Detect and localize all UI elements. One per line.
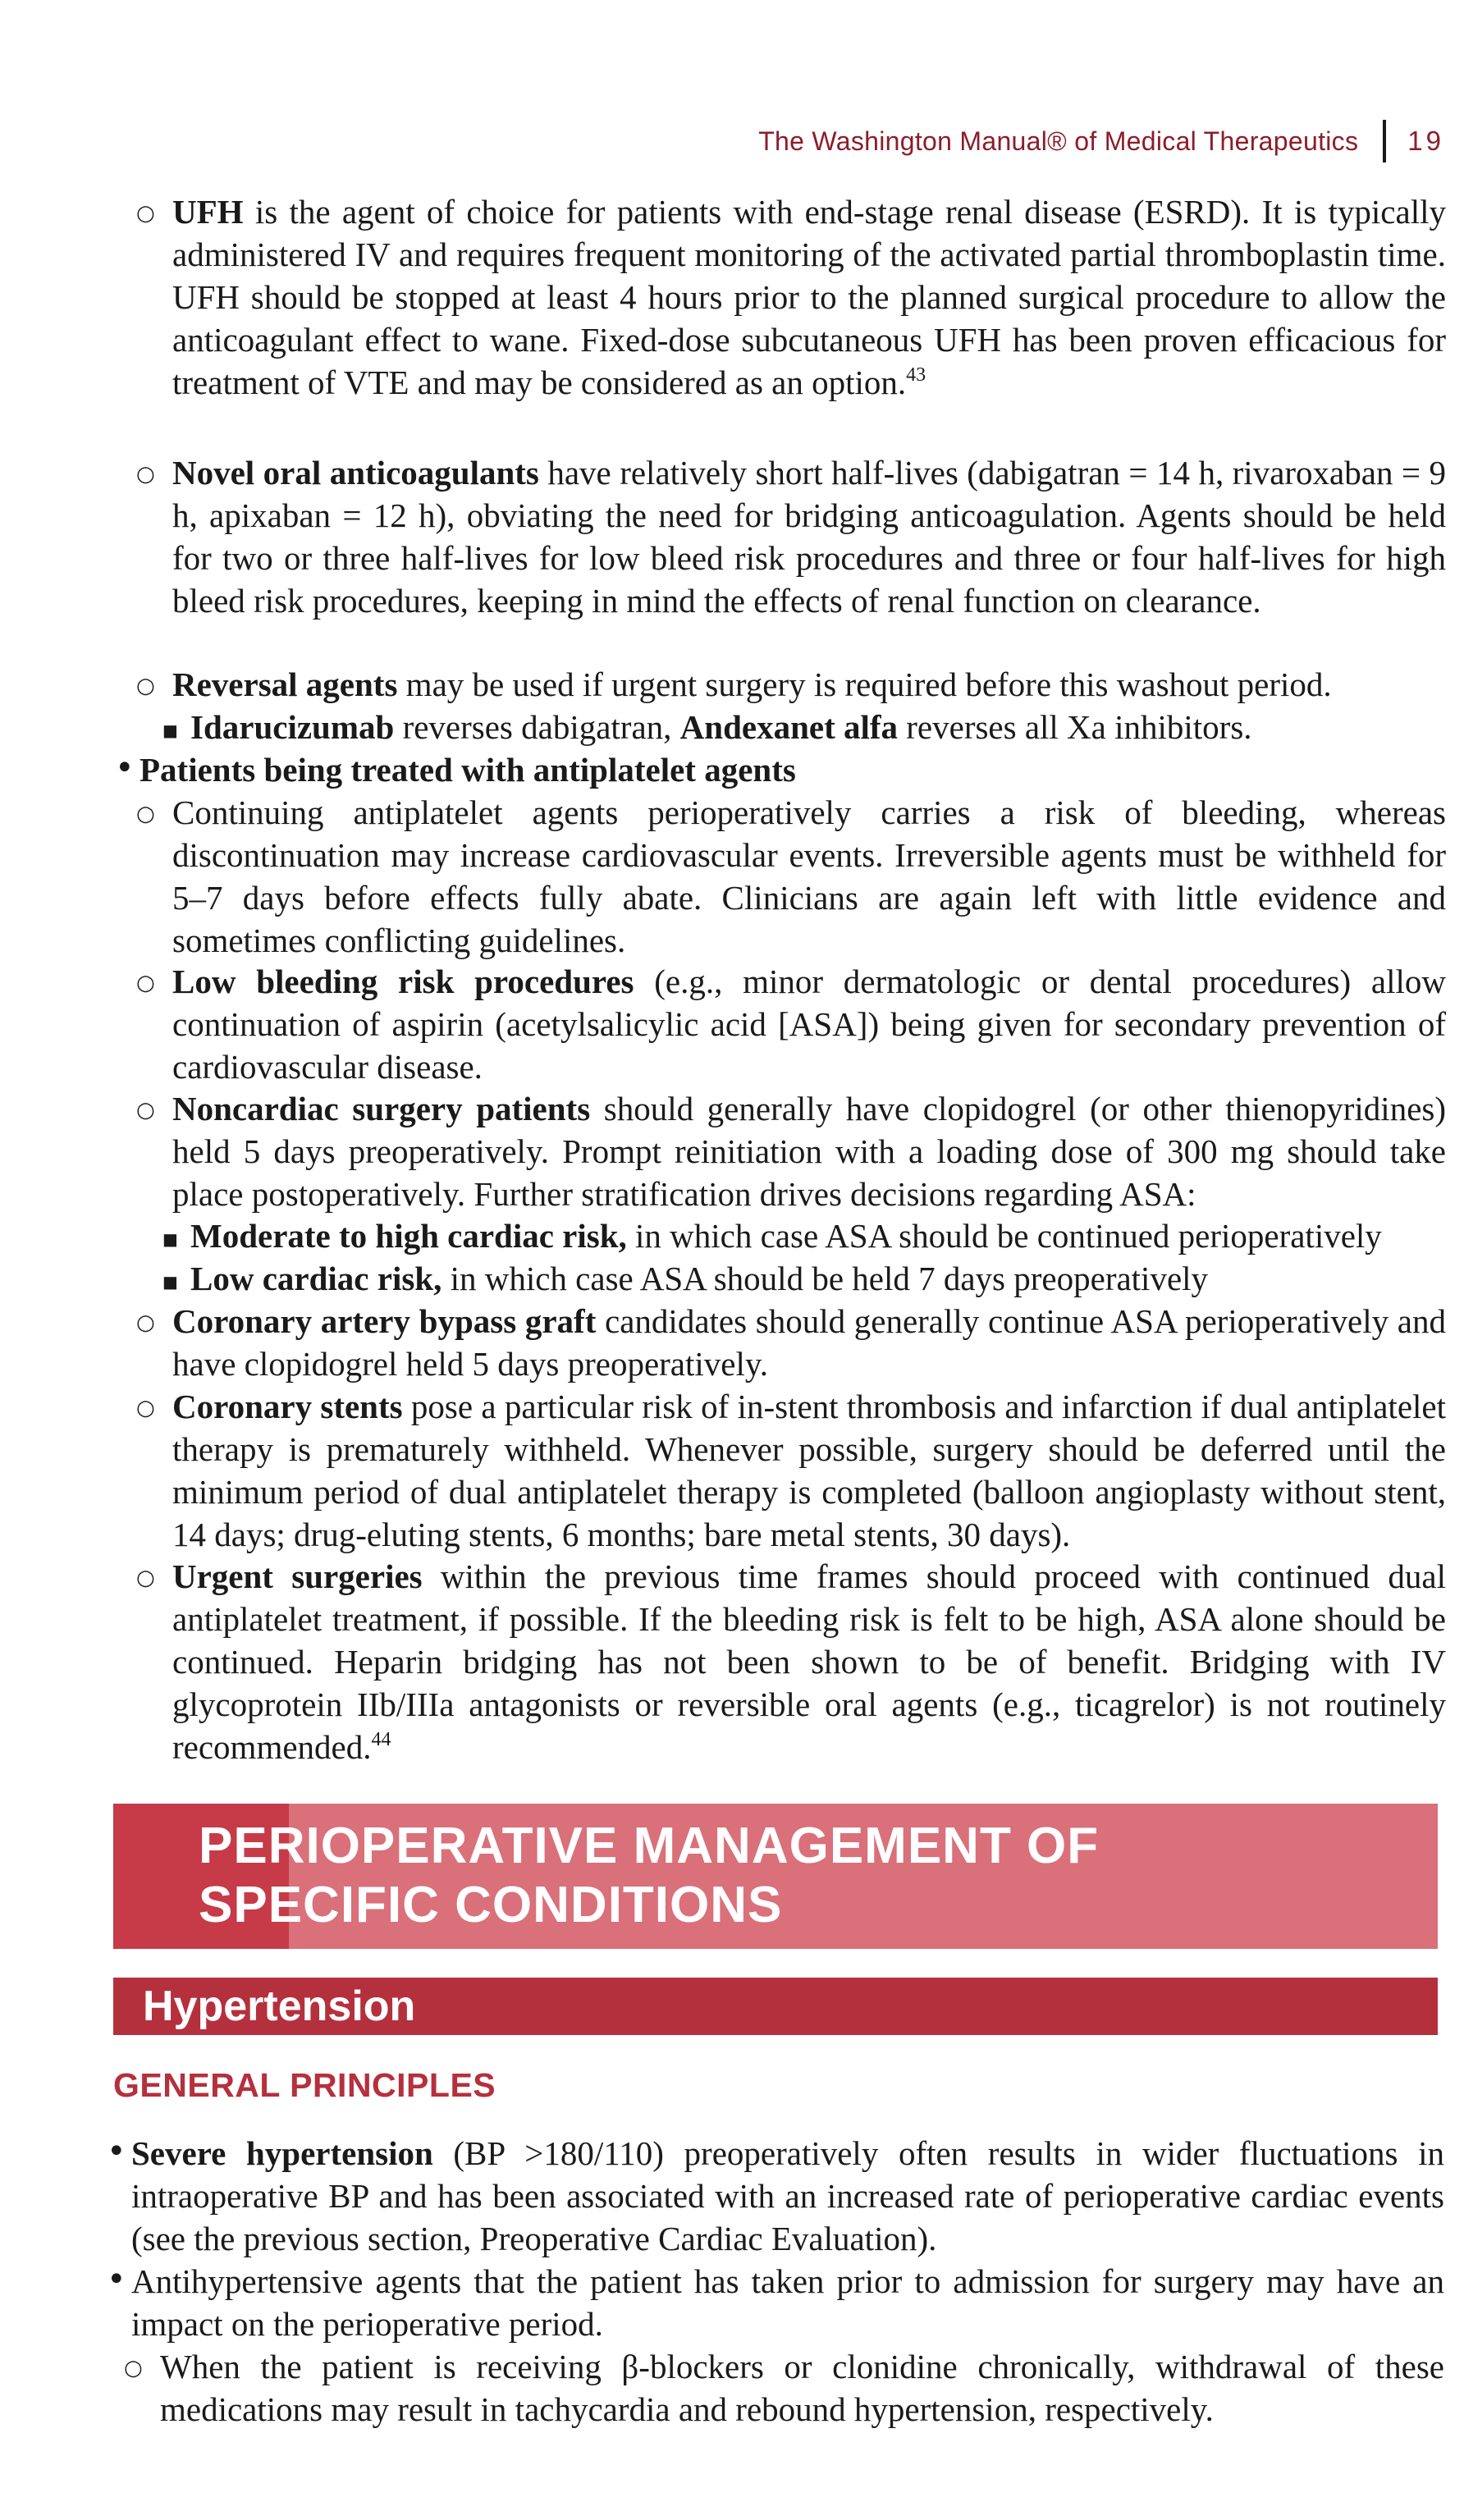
list-item: • Patients being treated with antiplatelet agents (140, 748, 1444, 791)
circle-bullet-icon: ○ (136, 201, 155, 226)
list-item: ○ When the patient is receiving β-blockers or clonidine chronically, withdrawal of these medications may result in tachycardia and rebound hypertension, respectively. (124, 2348, 1444, 2428)
list-item: ○ Coronary stents pose a particular risk of in-stent thrombosis and infarction if dual antiplatelet therapy is prematurely withheld. Whenever possible, surgery should be deferred until the minimum period of dual antiplatelet therapy is completed (balloon angioplasty without stent, 14 days; drug-eluting stents, 6 months; bare metal stents, 30 days). (136, 1388, 1446, 1553)
list-item: ○ UFH is the agent of choice for patients with end-stage renal disease (ESRD). It is typically administered IV and requires frequent monitoring of the activated partial thromboplastin time. UFH should be stopped at least 4 hours prior to the planned surgical procedure to allow the anticoagulant effect to wane. Fixed-dose subcutaneous UFH has been proven efficacious for treatment of VTE and may be considered as an option.$^{43}$ (136, 193, 1446, 401)
circle-bullet-icon: ○ (136, 802, 155, 826)
page-number: 19 (1407, 126, 1444, 156)
subsection-bar (113, 1978, 1438, 2035)
section-title: PERIOPERATIVE MANAGEMENT OF SPECIFIC CONDITIONS (199, 1818, 1100, 1933)
circle-bullet-icon: ○ (136, 1566, 155, 1590)
circle-bullet-icon: ○ (136, 971, 155, 995)
list-item: ○ Continuing antiplatelet agents perioperatively carries a risk of bleeding, whereas discontinuation may increase cardiovascular events. Irreversible agents must be withheld for 5–7 days before effects fully abate. Clinicians are again left with little evidence and sometimes conflicting guidelines. (136, 794, 1446, 959)
running-title: The Washington Manual® of Medical Therapeutics (758, 126, 1359, 156)
dot-bullet-icon: • (107, 2261, 126, 2298)
circle-bullet-icon: ○ (136, 462, 155, 487)
list-item: ○ Reversal agents may be used if urgent surgery is required before this washout period. (172, 663, 1446, 706)
circle-bullet-icon: ○ (124, 2356, 143, 2381)
list-item: • Severe hypertension (BP >180/110) preoperatively often results in wider fluctuations in intraoperative BP and has been associated with an increased rate of perioperative cardiac events (see the previous section, Preoperative Cardiac Evaluation). (131, 2132, 1444, 2260)
list-item: ○ Coronary artery bypass graft candidates should generally continue ASA perioperatively and have clopidogrel held 5 days preoperatively. (136, 1302, 1446, 1383)
list-item: ■ Moderate to high cardiac risk, in which case ASA should be continued perioperatively (190, 1214, 1444, 1257)
square-bullet-icon: ■ (162, 720, 178, 740)
circle-bullet-icon: ○ (136, 1098, 155, 1123)
running-header (758, 120, 1444, 162)
subsection-title: Hypertension (143, 1983, 416, 2030)
square-bullet-icon: ■ (162, 1229, 178, 1249)
dot-bullet-icon: • (115, 749, 135, 787)
list-item: ○ Noncardiac surgery patients should generally have clopidogrel (or other thienopyridines) held 5 days preoperatively. Prompt reinitiation with a loading dose of 300 mg should take place postoperatively. Further stratification drives decisions regarding ASA: (136, 1090, 1446, 1213)
list-item: ○ Low bleeding risk procedures (e.g., minor dermatologic or dental procedures) allow continuation of aspirin (acetylsalicylic acid [ASA]) being given for secondary prevention of cardiovascular disease. (136, 963, 1446, 1086)
list-item: ■ Idarucizumab reverses dabigatran, Andexanet alfa reverses all Xa inhibitors. (190, 706, 1444, 748)
dot-bullet-icon: • (107, 2133, 126, 2170)
subheading: GENERAL PRINCIPLES (113, 2066, 496, 2104)
list-item: ○ Urgent surgeries within the previous time frames should proceed with continued dual antiplatelet treatment, if possible. If the bleeding risk is felt to be high, ASA alone should be continued. Heparin bridging has not been shown to be of benefit. Bridging with IV glycoprotein IIb/IIIa antagonists or reversible oral agents (e.g., ticagrelor) is not routinely recommended.$^{44}$ (136, 1557, 1446, 1766)
list-item: ■ Low cardiac risk, in which case ASA should be held 7 days preoperatively (190, 1257, 1444, 1300)
list-item: ○ Novel oral anticoagulants have relatively short half-lives (dabigatran = 14 h, rivaroxaban = 9 h, apixaban = 12 h), obviating the need for bridging anticoagulation. Agents should be held for two or three half-lives for low bleed risk procedures and three or four half-lives for high bleed risk procedures, keeping in mind the effects of renal function on clearance. (136, 454, 1446, 620)
list-item: • Antihypertensive agents that the patient has taken prior to admission for surgery may have an impact on the perioperative period. (131, 2260, 1444, 2345)
square-bullet-icon: ■ (162, 1272, 178, 1292)
circle-bullet-icon: ○ (136, 1396, 155, 1420)
circle-bullet-icon: ○ (136, 674, 155, 698)
circle-bullet-icon: ○ (136, 1310, 155, 1335)
header-divider (1383, 120, 1386, 162)
